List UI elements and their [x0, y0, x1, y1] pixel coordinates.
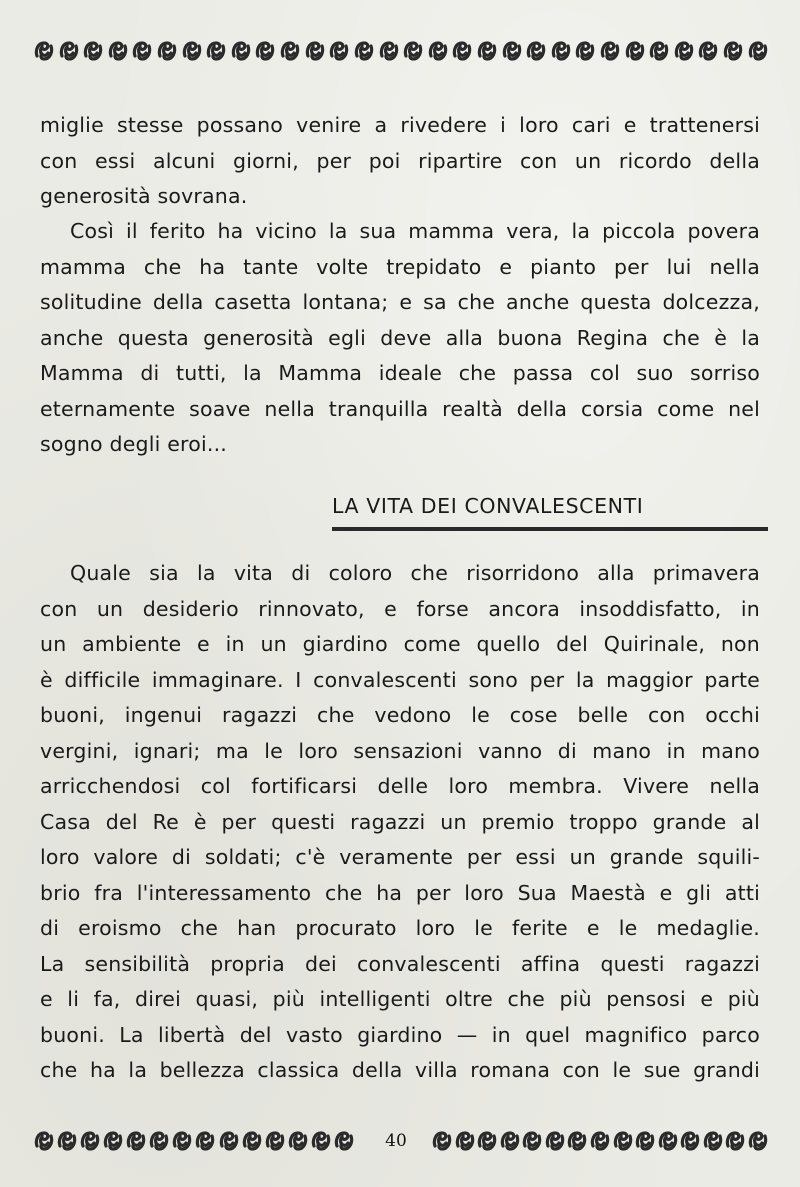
ornament-glyph-icon [334, 1130, 354, 1152]
ornament-glyph-icon [231, 40, 251, 62]
text-line: vergini, ignari; ma le loro sensazioni vanno di mano in mano [40, 738, 760, 763]
ornament-glyph-icon [567, 1130, 587, 1152]
ornament-glyph-icon [477, 40, 497, 62]
ornament-glyph-icon [723, 40, 743, 62]
text-line: è difficile immaginare. I convalescenti sono per la maggior parte [40, 667, 760, 692]
text-line: miglie stesse possano venire a rivedere i loro cari e trattenersi [40, 113, 760, 137]
text-line: che ha la bellezza classica della villa romana con le sue grandi [40, 1058, 760, 1082]
paragraph-wounded-mother [40, 214, 760, 463]
ornament-glyph-icon [305, 40, 325, 62]
ornament-glyph-icon [680, 1130, 700, 1152]
text-line: loro valore di soldati; c'è veramente per essi un grande squili- [40, 845, 760, 869]
ornament-glyph-icon [103, 1130, 123, 1152]
text-line: eternamente soave nella tranquilla realtà della corsia come nel [40, 396, 760, 421]
ornament-glyph-icon [748, 1130, 768, 1152]
text-line: di eroismo che han procurato loro le ferite e le medaglie. [40, 916, 760, 940]
ornament-glyph-icon [403, 40, 423, 62]
ornament-glyph-icon [83, 40, 103, 62]
ornament-glyph-icon [455, 1130, 475, 1152]
ornament-glyph-icon [613, 1130, 633, 1152]
ornament-glyph-icon [477, 1130, 497, 1152]
text-line: Quale sia la vita di coloro che risorridono alla primavera [70, 561, 760, 585]
ornament-glyph-icon [329, 40, 349, 62]
top-ornament-border [34, 40, 768, 62]
ornament-glyph-icon [157, 40, 177, 62]
ornament-glyph-icon [172, 1130, 192, 1152]
text-line: Mamma di tutti, la Mamma ideale che passa col suo sorriso [40, 361, 760, 385]
ornament-glyph-icon [674, 40, 694, 62]
ornament-glyph-icon [600, 40, 620, 62]
ornament-glyph-icon [452, 40, 472, 62]
heading-underline [332, 527, 768, 531]
ornament-glyph-icon [242, 1130, 262, 1152]
text-line: buoni, ingenui ragazzi che vedono le cose belle con occhi [40, 703, 760, 727]
ornament-glyph-icon [635, 1130, 655, 1152]
text-line: La sensibilità propria dei convalescenti affina questi ragazzi [40, 951, 760, 976]
ornament-glyph-icon [658, 1130, 678, 1152]
ornament-glyph-icon [219, 1130, 239, 1152]
ornament-glyph-icon [126, 1130, 146, 1152]
section-heading: LA VITA DEI CONVALESCENTI [332, 494, 644, 518]
text-line: brio fra l'interessamento che ha per loro Sua Maestà e gli atti [40, 880, 760, 905]
ornament-glyph-icon [265, 1130, 285, 1152]
bottom-right-ornament-border [432, 1130, 768, 1152]
ornament-glyph-icon [280, 40, 300, 62]
ornament-glyph-icon [108, 40, 128, 62]
ornament-glyph-icon [132, 40, 152, 62]
ornament-glyph-icon [379, 40, 399, 62]
ornament-glyph-icon [522, 1130, 542, 1152]
text-line: con un desiderio rinnovato, e forse ancora insoddisfatto, in [40, 596, 760, 621]
paragraph-convalescents [40, 556, 760, 1089]
ornament-glyph-icon [703, 1130, 723, 1152]
ornament-glyph-icon [59, 40, 79, 62]
ornament-glyph-icon [311, 1130, 331, 1152]
bottom-left-ornament-border [34, 1130, 354, 1152]
ornament-glyph-icon [149, 1130, 169, 1152]
ornament-glyph-icon [526, 40, 546, 62]
text-line: buoni. La libertà del vasto giardino — in quel magnifico parco [40, 1022, 760, 1047]
ornament-glyph-icon [575, 40, 595, 62]
text-line: un ambiente e in un giardino come quello del Quirinale, non [40, 632, 760, 656]
ornament-glyph-icon [625, 40, 645, 62]
ornament-glyph-icon [80, 1130, 100, 1152]
ornament-glyph-icon [206, 40, 226, 62]
ornament-glyph-icon [748, 40, 768, 62]
text-line: con essi alcuni giorni, per poi ripartire con un ricordo della [40, 148, 760, 173]
text-line: generosità sovrana. [40, 184, 248, 208]
text-line: arricchendosi col fortificarsi delle loro membra. Vivere nella [40, 774, 760, 798]
text-line: mamma che ha tante volte trepidato e pianto per lui nella [40, 254, 760, 279]
ornament-glyph-icon [182, 40, 202, 62]
ornament-glyph-icon [288, 1130, 308, 1152]
ornament-glyph-icon [195, 1130, 215, 1152]
ornament-glyph-icon [545, 1130, 565, 1152]
text-line: solitudine della casetta lontana; e sa che anche questa dolcezza, [40, 290, 760, 314]
ornament-glyph-icon [590, 1130, 610, 1152]
ornament-glyph-icon [354, 40, 374, 62]
text-line: Casa del Re è per questi ragazzi un premio troppo grande al [40, 809, 760, 834]
ornament-glyph-icon [428, 40, 448, 62]
ornament-glyph-icon [502, 40, 522, 62]
ornament-glyph-icon [698, 40, 718, 62]
ornament-glyph-icon [649, 40, 669, 62]
ornament-glyph-icon [551, 40, 571, 62]
paragraph-continued [40, 108, 760, 215]
ornament-glyph-icon [34, 40, 54, 62]
page-number: 40 [385, 1131, 407, 1151]
text-line: e li fa, direi quasi, più intelligenti oltre che più pensosi e più [40, 987, 760, 1011]
ornament-glyph-icon [432, 1130, 452, 1152]
text-line: Così il ferito ha vicino la sua mamma vera, la piccola povera [70, 219, 760, 243]
text-line: sogno degli eroi... [40, 432, 228, 456]
ornament-glyph-icon [500, 1130, 520, 1152]
ornament-glyph-icon [255, 40, 275, 62]
ornament-glyph-icon [725, 1130, 745, 1152]
text-line: anche questa generosità egli deve alla buona Regina che è la [40, 325, 760, 350]
ornament-glyph-icon [34, 1130, 54, 1152]
ornament-glyph-icon [57, 1130, 77, 1152]
